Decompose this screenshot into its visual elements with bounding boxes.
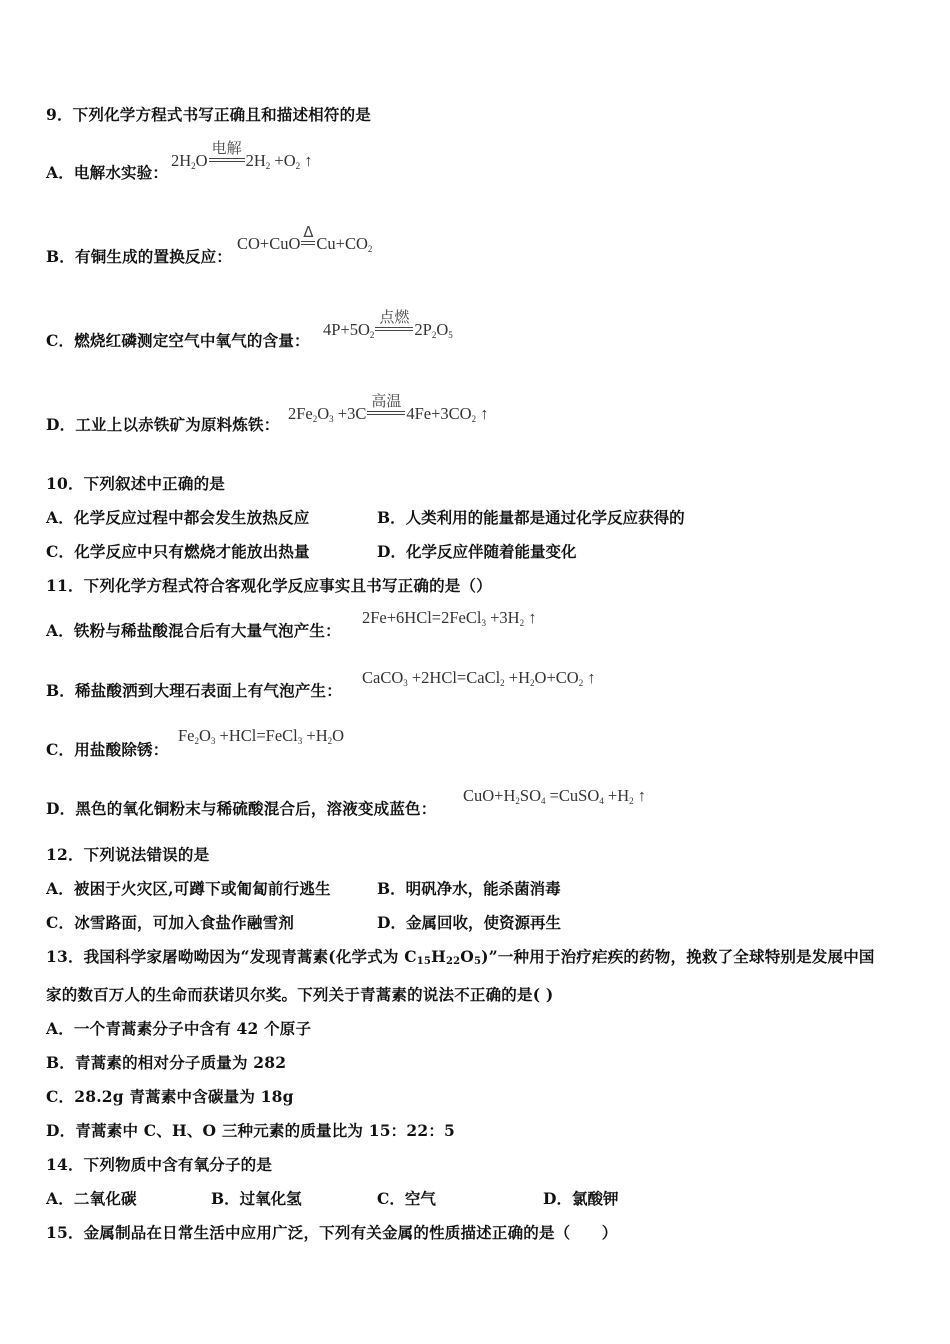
q11-option-a-equation: 2Fe+6HCl=2FeCl$_3$ $+3H_2$ ↑ bbox=[362, 608, 537, 628]
q14-option-b: B．过氧化氢 bbox=[211, 1189, 302, 1208]
q11-option-c-label: C．用盐酸除锈： bbox=[46, 740, 169, 759]
q13-option-d: D．青蒿素中 C、H、O 三种元素的质量比为 15：22：5 bbox=[46, 1121, 456, 1140]
q11-option-b-label: B．稀盐酸洒到大理石表面上有气泡产生： bbox=[46, 681, 342, 700]
q11-option-d-label: D．黑色的氧化铜粉末与稀硫酸混合后，溶液变成蓝色： bbox=[46, 799, 437, 818]
q11-option-b-equation: CaCO$_3$ +2HCl=CaCl$_2$ $+H_2O+CO_2$ ↑ bbox=[362, 668, 596, 688]
q12-option-d: D．金属回收，使资源再生 bbox=[377, 913, 561, 932]
q9-option-b-label: B．有铜生成的置换反应： bbox=[46, 247, 233, 266]
condition-electrolysis: 电解 bbox=[211, 139, 242, 157]
q13-option-c: C．28.2g 青蒿素中含碳量为 18g bbox=[46, 1087, 294, 1106]
gas-arrow: ↑ bbox=[476, 404, 489, 423]
q10-option-c: C．化学反应中只有燃烧才能放出热量 bbox=[46, 542, 310, 561]
q13-option-b: B．青蒿素的相对分子质量为 282 bbox=[46, 1053, 287, 1072]
q14-option-a: A．二氧化碳 bbox=[46, 1189, 137, 1208]
q13-option-a: A．一个青蒿素分子中含有 42 个原子 bbox=[46, 1019, 312, 1038]
q9-option-b-equation: CO+CuO Δ $Cu+CO_2$ bbox=[237, 223, 373, 254]
gas-arrow: ↑ bbox=[300, 151, 313, 170]
q15-stem: 15．金属制品在日常生活中应用广泛，下列有关金属的性质描述正确的是（ ） bbox=[46, 1223, 618, 1242]
q11-stem: 11．下列化学方程式符合客观化学反应事实且书写正确的是（） bbox=[46, 576, 492, 595]
q9-option-a-label: A．电解水实验： bbox=[46, 163, 169, 182]
q14-stem: 14．下列物质中含有氧分子的是 bbox=[46, 1155, 273, 1174]
q13-stem-line1: 13．我国科学家屠呦呦因为“发现青蒿素(化学式为 C15H22O5)”一种用于治疗疟疾的药物，挽救了全球特别是发展中国 bbox=[46, 947, 875, 967]
q11-option-c-equation: $Fe_2O_3$ +HCl=FeCl$_3$ $+H_2O$ bbox=[178, 726, 345, 746]
q12-option-a: A．被困于火灾区,可蹲下或匍匐前行逃生 bbox=[46, 879, 331, 898]
q11-option-d-equation: $CuO+H_2SO_4$ =CuSO$_4$ $+H_2$ ↑ bbox=[463, 786, 647, 806]
condition-heat: Δ bbox=[303, 223, 314, 241]
q11-option-a-label: A．铁粉与稀盐酸混合后有大量气泡产生： bbox=[46, 621, 341, 640]
q10-option-b: B．人类利用的能量都是通过化学反应获得的 bbox=[377, 508, 685, 527]
q9-option-d-equation: $2Fe_2O_3 +3C$ 高温 $4Fe+3CO_2$ ↑ bbox=[288, 392, 489, 424]
gas-arrow: ↑ bbox=[583, 668, 596, 687]
condition-high-temp: 高温 bbox=[371, 392, 402, 410]
q12-option-c: C．冰雪路面，可加入食盐作融雪剂 bbox=[46, 913, 295, 932]
q13-stem-line2: 家的数百万人的生命而获诺贝尔奖。下列关于青蒿素的说法不正确的是( ) bbox=[46, 985, 554, 1004]
q10-option-a: A．化学反应过程中都会发生放热反应 bbox=[46, 508, 310, 527]
q9-option-a-equation: $2H_2O$ 电解 $2H_2 +O_2$ ↑ bbox=[171, 139, 313, 171]
q14-option-d: D．氯酸钾 bbox=[543, 1189, 619, 1208]
q14-option-c: C．空气 bbox=[377, 1189, 436, 1208]
q10-stem: 10．下列叙述中正确的是 bbox=[46, 474, 225, 493]
condition-ignite: 点燃 bbox=[379, 308, 410, 326]
gas-arrow: ↑ bbox=[633, 786, 647, 805]
q9-option-c-label: C．燃烧红磷测定空气中氧气的含量： bbox=[46, 331, 310, 350]
gas-arrow: ↑ bbox=[524, 608, 537, 627]
q12-option-b: B．明矾净水，能杀菌消毒 bbox=[377, 879, 561, 898]
q9-stem: 9．下列化学方程式书写正确且和描述相符的是 bbox=[46, 105, 371, 124]
q12-stem: 12．下列说法错误的是 bbox=[46, 845, 210, 864]
q9-option-c-equation: $4P+5O_2$ 点燃 $2P_2O_5$ bbox=[323, 308, 453, 340]
q10-option-d: D．化学反应伴随着能量变化 bbox=[377, 542, 577, 561]
q9-option-d-label: D．工业上以赤铁矿为原料炼铁： bbox=[46, 415, 280, 434]
